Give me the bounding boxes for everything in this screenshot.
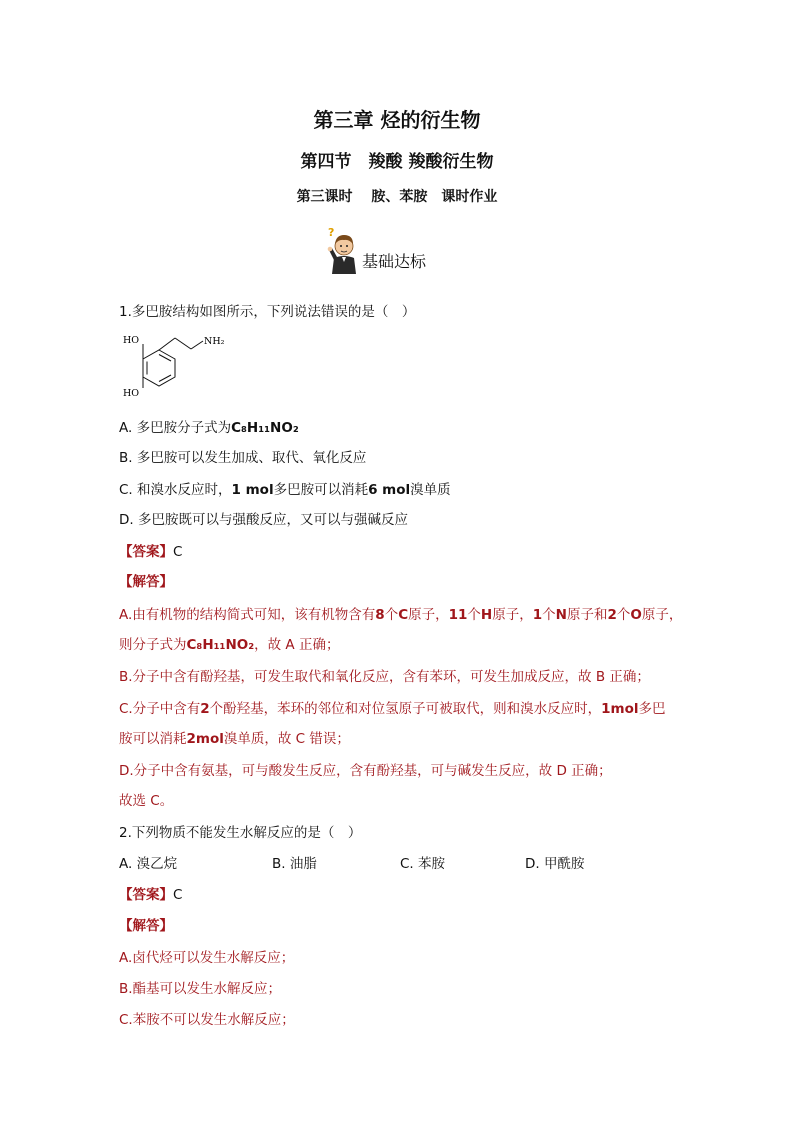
q1-option-c: C. 和溴水反应时，1 mol多巴胺可以消耗6 mol溴单质	[119, 482, 451, 498]
q2-analysis-b: B.酯基可以发生水解反应；	[119, 981, 282, 997]
q2-analysis-a: A.卤代烃可以发生水解反应；	[119, 950, 295, 966]
svg-text:?: ?	[328, 226, 335, 239]
chapter-title: 第三章 烃的衍生物	[313, 108, 481, 132]
q2-stem: 2.下列物质不能发生水解反应的是（ ）	[119, 825, 362, 841]
q2-option-a: A. 溴乙烷	[119, 856, 178, 872]
q2-analysis-c: C.苯胺不可以发生水解反应；	[119, 1012, 295, 1028]
ho-label-bottom: HO	[123, 388, 140, 399]
thinking-student-icon	[326, 226, 360, 274]
basic-section-badge	[326, 226, 426, 274]
q1-conclusion: 故选 C。	[119, 793, 174, 809]
q1-analysis-a-line1: A.由有机物的结构简式可知，该有机物含有8个C原子，11个H原子，1个N原子和2个O原子，	[119, 607, 683, 623]
q2-option-b: B. 油脂	[272, 856, 317, 872]
q1-analysis-a-line2: 则分子式为C₈H₁₁NO₂，故 A 正确；	[119, 637, 340, 653]
q1-analysis-c-line2: 胺可以消耗2mol溴单质，故 C 错误；	[119, 731, 350, 747]
q1-stem: 1.多巴胺结构如图所示，下列说法错误的是（ ）	[119, 304, 416, 320]
q2-option-c: C. 苯胺	[400, 856, 446, 872]
q1-option-d: D. 多巴胺既可以与强酸反应，又可以与强碱反应	[119, 512, 408, 528]
q1-option-b: B. 多巴胺可以发生加成、取代、氧化反应	[119, 450, 367, 466]
q1-analysis-label: 【解答】	[119, 574, 173, 590]
dopamine-structure	[119, 330, 239, 406]
ho-label-top: HO	[123, 335, 140, 346]
q2-answer: 【答案】C	[119, 887, 183, 903]
nh2-label: NH₂	[204, 336, 225, 347]
q1-analysis-b: B.分子中含有酚羟基，可发生取代和氧化反应，含有苯环，可发生加成反应，故 B 正确；	[119, 669, 650, 685]
lesson-title: 第三课时 胺、苯胺 课时作业	[296, 189, 498, 205]
q1-analysis-c-line1: C.分子中含有2个酚羟基，苯环的邻位和对位氢原子可被取代，则和溴水反应时，1mol多巴	[119, 701, 666, 717]
badge-label: 基础达标	[362, 252, 427, 271]
q1-analysis-d: D.分子中含有氨基，可与酸发生反应，含有酚羟基，可与碱发生反应，故 D 正确；	[119, 763, 612, 779]
q1-answer: 【答案】C	[119, 544, 183, 560]
q2-analysis-label: 【解答】	[119, 918, 173, 934]
q1-option-a: A. 多巴胺分子式为C₈H₁₁NO₂	[119, 420, 299, 436]
q2-option-d: D. 甲酰胺	[525, 856, 585, 872]
section-title: 第四节 羧酸 羧酸衍生物	[300, 152, 494, 172]
